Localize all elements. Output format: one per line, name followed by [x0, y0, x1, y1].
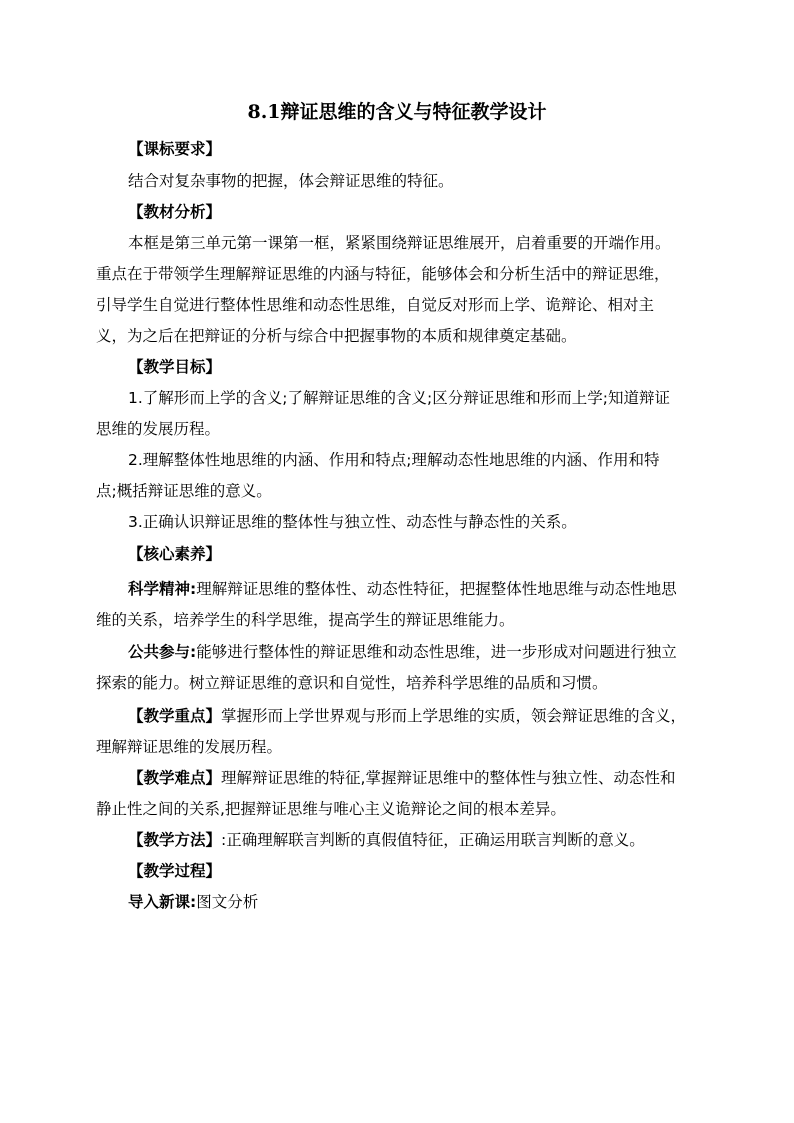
literacy-public-line: 探索的能力。树立辩证思维的意识和自觉性，培养科学思维的品质和习惯。: [96, 674, 608, 692]
difficulties-text: 理解辩证思维的特征,掌握辩证思维中的整体性与独立性、动态性和: [221, 769, 676, 787]
objective-line: 2.理解整体性地思维的内涵、作用和特点;理解动态性地思维的内涵、作用和特: [128, 451, 660, 469]
textbook-line: 本框是第三单元第一课第一框，紧紧围绕辩证思维展开，启着重要的开端作用。: [128, 234, 671, 252]
objective-line: 思维的发展历程。: [96, 420, 221, 438]
public-text: 能够进行整体性的辩证思维和动态性思维，进一步形成对问题进行独立: [196, 643, 677, 661]
section-heading-key-points: 【教学重点】: [128, 707, 222, 725]
literacy-public-line: [128, 641, 677, 663]
difficulties-line: 静止性之间的关系,把握辩证思维与唯心主义诡辩论之间的根本差异。: [96, 800, 566, 818]
objective-line: 1.了解形而上学的含义;了解辩证思维的含义;区分辩证思维和形而上学;知道辩证: [128, 389, 670, 407]
section-heading-difficulties: 【教学难点】: [128, 769, 222, 787]
section-heading-objectives: 【教学目标】: [128, 358, 222, 376]
key-points-text: 掌握形而上学世界观与形而上学思维的实质，领会辩证思维的含义，: [221, 707, 687, 725]
science-text: 理解辩证思维的整体性、动态性特征，把握整体性地思维与动态性地思: [196, 580, 677, 598]
literacy-science-line: 维的关系，培养学生的科学思维，提高学生的辩证思维能力。: [96, 611, 515, 629]
key-points-line: 理解辩证思维的发展历程。: [96, 738, 283, 756]
process-intro-line: [128, 891, 258, 913]
curriculum-text: 结合对复杂事物的把握，体会辩证思维的特征。: [128, 172, 454, 190]
key-points-line: [128, 705, 686, 727]
textbook-line: 义，为之后在把辩证的分析与综合中把握事物的本质和规律奠定基础。: [96, 327, 577, 345]
objective-line: 3.正确认识辩证思维的整体性与独立性、动态性与静态性的关系。: [128, 513, 577, 531]
difficulties-line: [128, 767, 675, 789]
public-label: 公共参与:: [128, 643, 197, 661]
section-heading-methods: 【教学方法】: [128, 831, 222, 849]
intro-label: 导入新课:: [128, 893, 197, 911]
science-label: 科学精神:: [128, 580, 197, 598]
section-heading-process: 【教学过程】: [128, 862, 222, 880]
textbook-line: 重点在于带领学生理解辩证思维的内涵与特征，能够体会和分析生活中的辩证思维，: [96, 265, 670, 283]
document-title: 8.1辩证思维的含义与特征教学设计: [247, 101, 547, 123]
intro-text: 图文分析: [196, 893, 259, 911]
section-heading-literacy: 【核心素养】: [128, 545, 222, 563]
methods-text: :正确理解联言判断的真假值特征，正确运用联言判断的意义。: [221, 831, 645, 849]
literacy-science-line: [128, 578, 677, 600]
section-heading-textbook: 【教材分析】: [128, 203, 222, 221]
section-heading-curriculum: 【课标要求】: [128, 140, 222, 158]
textbook-line: 引导学生自觉进行整体性思维和动态性思维，自觉反对形而上学、诡辩论、相对主: [96, 296, 655, 314]
methods-line: [128, 829, 645, 851]
objective-line: 点;概括辩证思维的意义。: [96, 482, 272, 500]
